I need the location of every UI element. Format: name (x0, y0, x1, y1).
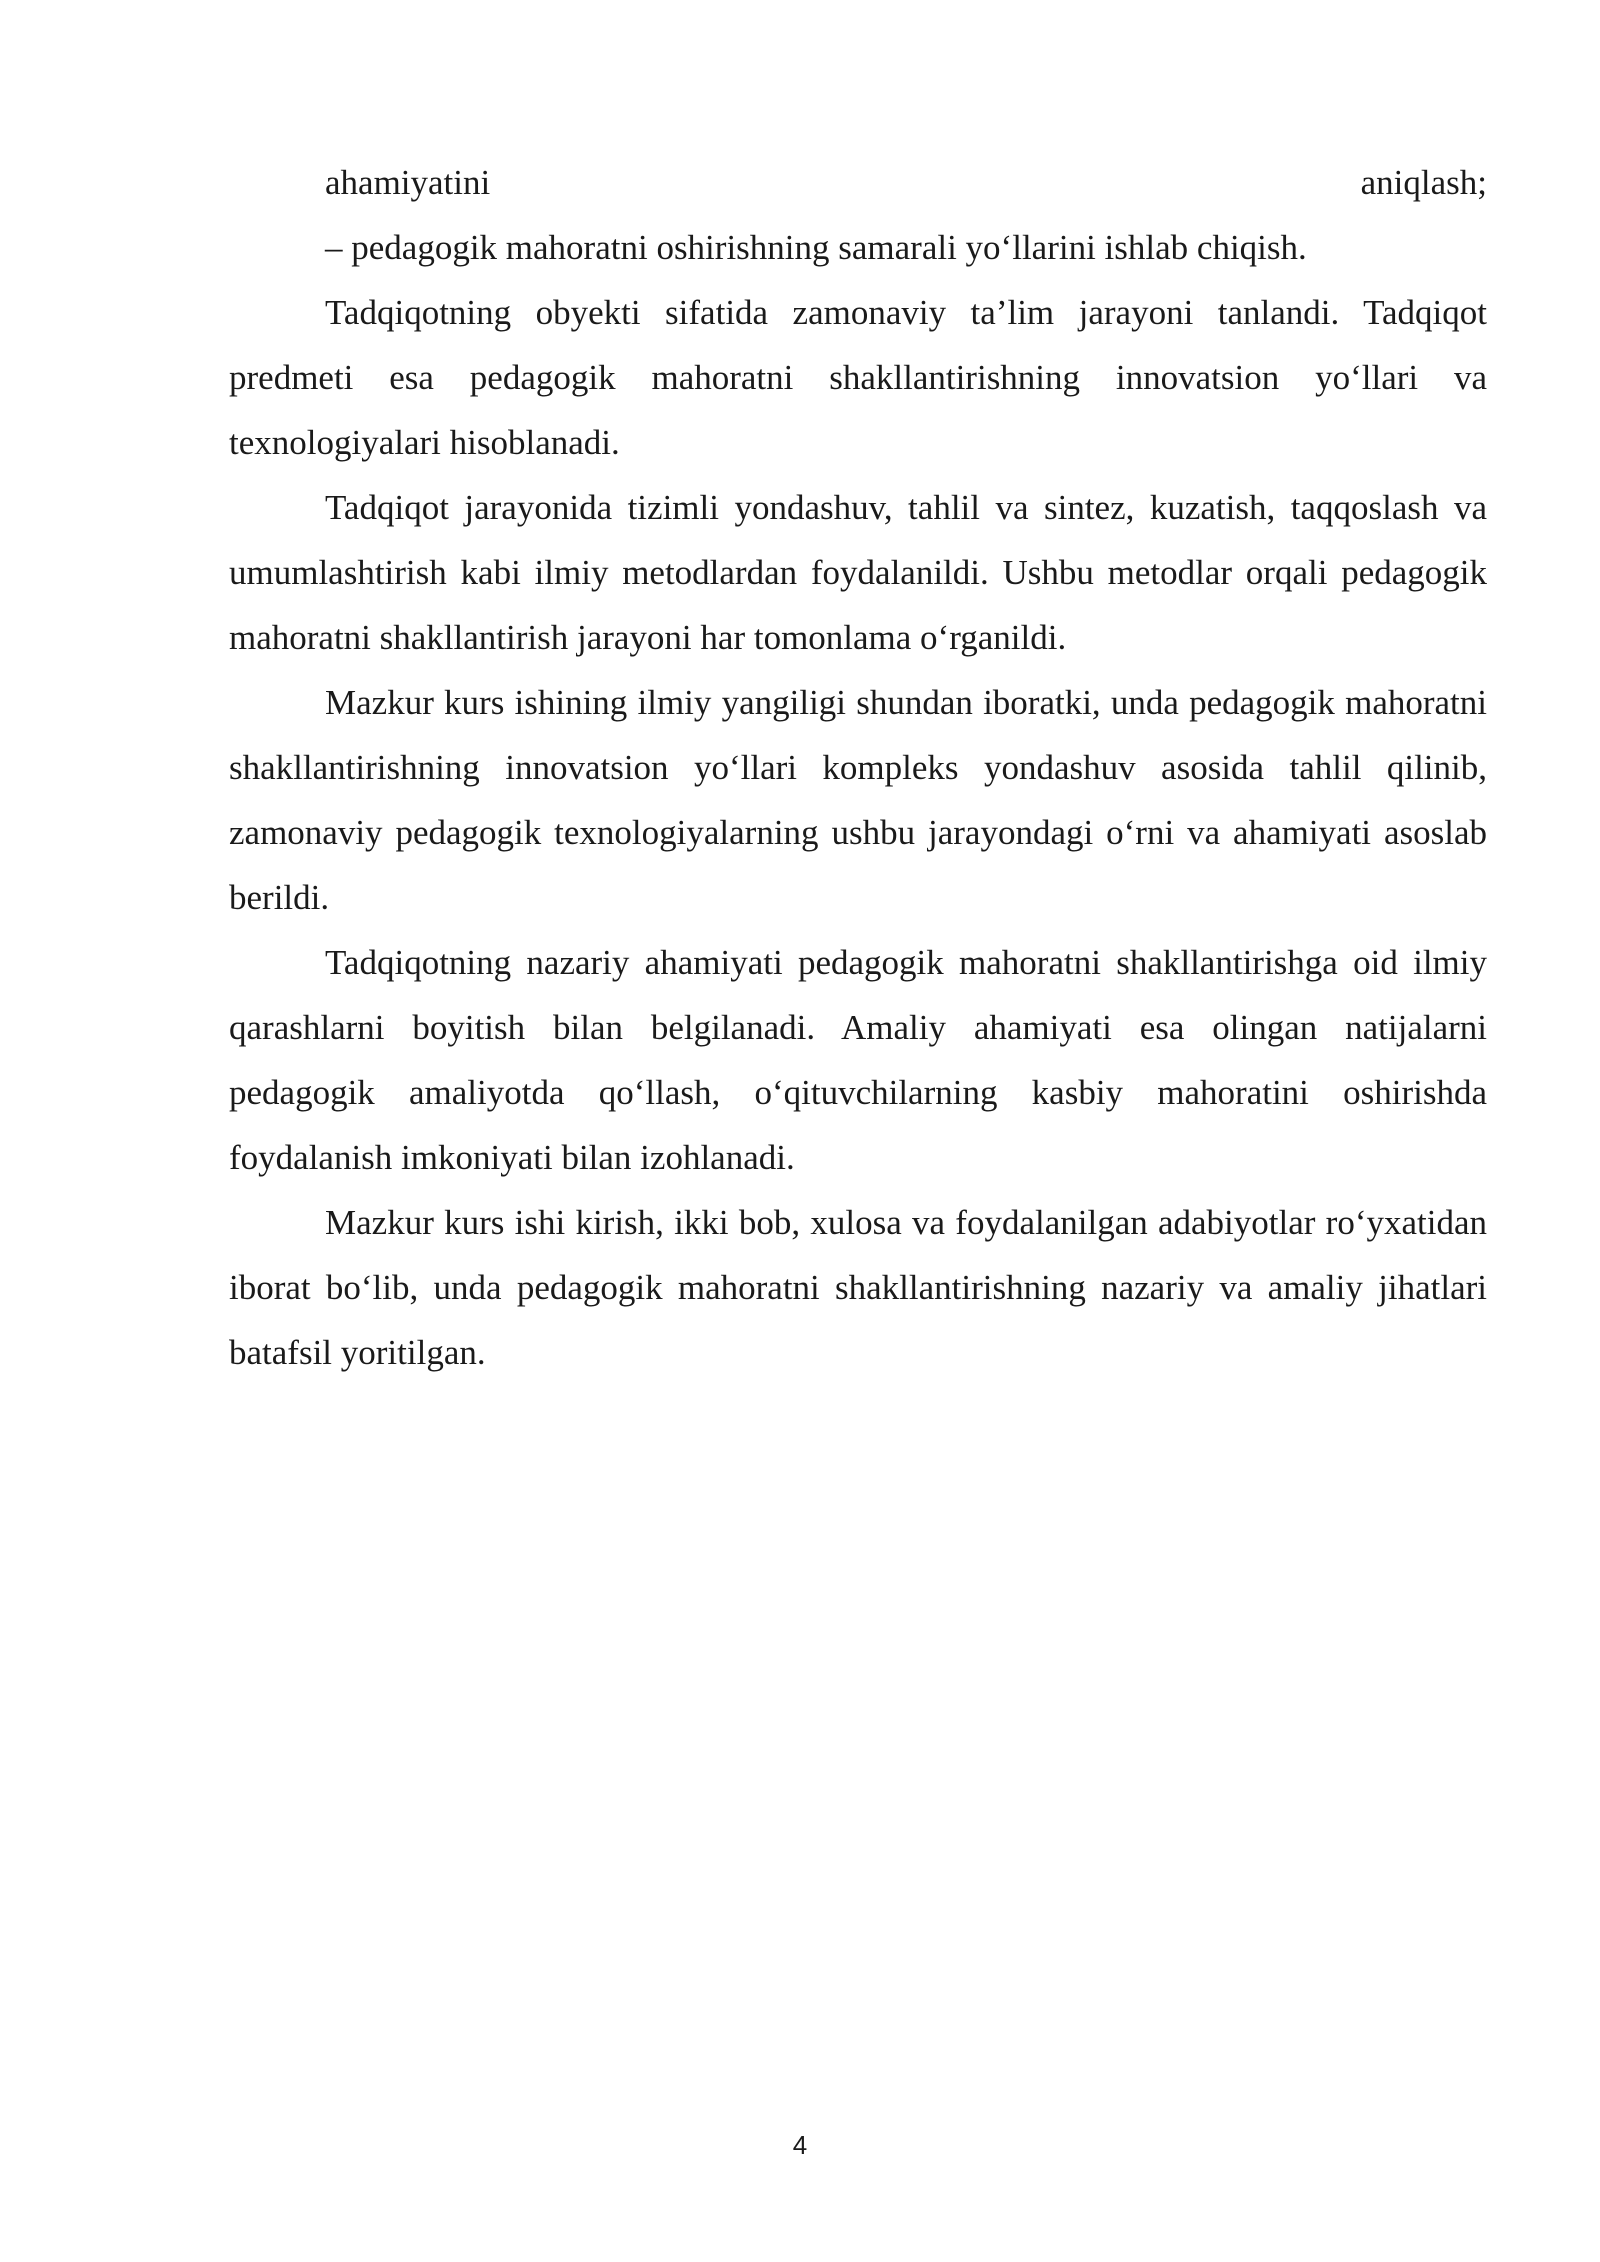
continued-line (229, 150, 1487, 215)
continued-line-right: aniqlash; (1360, 163, 1487, 202)
paragraph-task: – pedagogik mahoratni oshirishning samarali yo‘llarini ishlab chiqish. (325, 228, 1307, 267)
paragraph-object-subject: Tadqiqotning obyekti sifatida zamonaviy ta’lim jarayoni tanlandi. Tadqiqot predmeti esa pedagogik mahoratni shakllantirishning innovatsion yo‘llari va texnologiyalari hisoblanadi. (229, 293, 1487, 462)
paragraph-novelty: Mazkur kurs ishining ilmiy yangiligi shundan iboratki, unda pedagogik mahoratni shakllantirishning innovatsion yo‘llari kompleks yondashuv asosida tahlil qilinib, zamonaviy pedagogik texnologiyalarning ushbu jarayondagi o‘rni va ahamiyati asoslab berildi. (229, 683, 1487, 917)
paragraph-significance: Tadqiqotning nazariy ahamiyati pedagogik mahoratni shakllantirishga oid ilmiy qarashlarni boyitish bilan belgilanadi. Amaliy ahamiyati esa olingan natijalarni pedagogik amaliyotda qo‘llash, o‘qituvchilarning kasbiy mahoratini oshirishda foydalanish imkoniyati bilan izohlanadi. (229, 943, 1487, 1177)
paragraph-methods: Tadqiqot jarayonida tizimli yondashuv, tahlil va sintez, kuzatish, taqqoslash va umumlashtirish kabi ilmiy metodlardan foydalanildi. Ushbu metodlar orqali pedagogik mahoratni shakllantirish jarayoni har tomonlama o‘rganildi. (229, 488, 1487, 657)
document-page (229, 150, 1487, 1385)
paragraph-structure: Mazkur kurs ishi kirish, ikki bob, xulosa va foydalanilgan adabiyotlar ro‘yxatidan iborat bo‘lib, unda pedagogik mahoratni shakllantirishning nazariy va amaliy jihatlari batafsil yoritilgan. (229, 1203, 1487, 1372)
continued-line-left: ahamiyatini (325, 163, 491, 202)
page-number: 4 (792, 2130, 808, 2160)
